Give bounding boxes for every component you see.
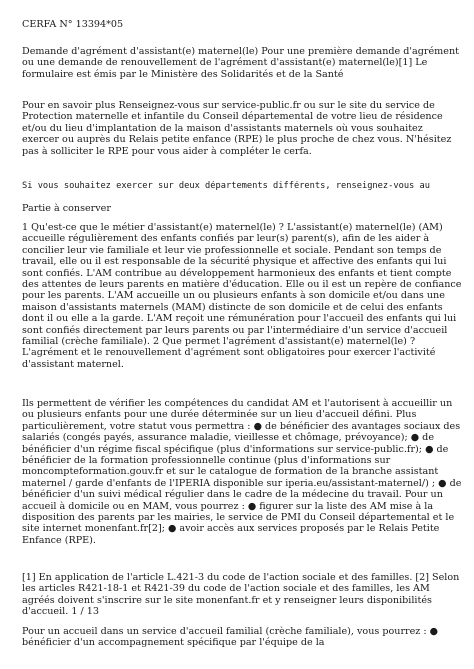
familial-service-paragraph: Pour un accueil dans un service d'accueil familial (crèche familiale), vous pourrez : ● bénéficier d'un accompagnement spécifique par l'équipe de la: [22, 626, 439, 649]
approval-benefits-paragraph: Ils permettent de vérifier les compétences du candidat AM et l'autorisent à accueillir un ou plusieurs enfants pour une durée déterminée sur un lieu d'accueil défini. Plus particulièrement, votre statut vous permettra : ● de bénéficier des avantages sociaux des salariés (congés payés, assurance maladie, vieillesse et chômage, prévoyance); ● de bénéficier d'un régime fiscal spécifique (plus d'informations sur service-public.fr); ● de bénéficier de la formation professionnelle continue (plus d'informations sur moncompteformation.gouv.fr et sur le catalogue de formation de la branche assistant maternel / garde d'enfants de l'IPERIA disponible sur iperia.eu/assistant-maternel/) ; ● de bénéficier d'un suivi médical régulier dans le cadre de la médecine du travail. Pour un accueil à domicile ou en MAM, vous pourrez : ● figurer sur la liste des AM mise à la disposition des parents par les mairies, le service de PMI du Conseil départemental et le site internet monenfant.fr[2]; ● avoir accès aux services proposés par le Relais Petite Enfance (RPE).: [22, 398, 462, 546]
footnotes-paragraph: [1] En application de l'article L.421-3 du code de l'action sociale et des familles. [2] Selon les articles R421-18-1 et R421-39 du code de l'action sociale et des familles, les AM agréés doivent s'inscrire sur le site monenfant.fr et y renseigner leurs disponibilités d'accueil. 1 / 13: [22, 572, 460, 618]
info-paragraph: Pour en savoir plus Renseignez-vous sur service-public.fr ou sur le site du service de Protection maternelle et infantile du Conseil départemental de votre lieu de résidence et/ou du lieu d'implantation de la maison d'assistants maternels où vous souhaitez exercer ou auprès du Relais petite enfance (RPE) le plus proche de chez vous. N'hésitez pas à solliciter le RPE pour vous aider à compléter le cerfa.: [22, 100, 452, 157]
two-departments-note: Si vous souhaitez exercer sur deux départements différents, renseignez-vous au: [22, 181, 430, 191]
cerfa-title: CERFA N° 13394*05: [22, 19, 124, 30]
part-to-keep-heading: Partie à conserver: [22, 203, 111, 214]
intro-paragraph: Demande d'agrément d'assistant(e) maternel(le) Pour une première demande d'agrément ou une demande de renouvellement de l'agrément d'assistant(e) maternel(le)[1] Le formulaire est émis par le Ministère des Solidarités et de la Santé: [22, 46, 459, 80]
job-description-paragraph: 1 Qu'est-ce que le métier d'assistant(e) maternel(le) ? L'assistant(e) maternel(le) (AM) accueille régulièrement des enfants confiés par leur(s) parent(s), afin de les aider à concilier leur vie familiale et leur vie professionnelle et sociale. Pendant son temps de travail, elle ou il est responsable de la sécurité physique et affective des enfants qui lui sont confiés. L'AM contribue au développement harmonieux des enfants et tient compte des attentes de leurs parents en matière d'éducation. Elle ou il est un repère de confiance pour les parents. L'AM accueille un ou plusieurs enfants à son domicile et/ou dans une maison d'assistants maternels (MAM) distincte de son domicile et de celui des enfants dont il ou elle a la garde. L'AM reçoit une rémunération pour l'accueil des enfants qui lui sont confiés directement par leurs parents ou par l'intermédiaire d'un service d'accueil familial (crèche familiale). 2 Que permet l'agrément d'assistant(e) maternel(le) ? L'agrément et le renouvellement d'agrément sont obligatoires pour exercer l'activité d'assistant maternel.: [22, 222, 462, 370]
